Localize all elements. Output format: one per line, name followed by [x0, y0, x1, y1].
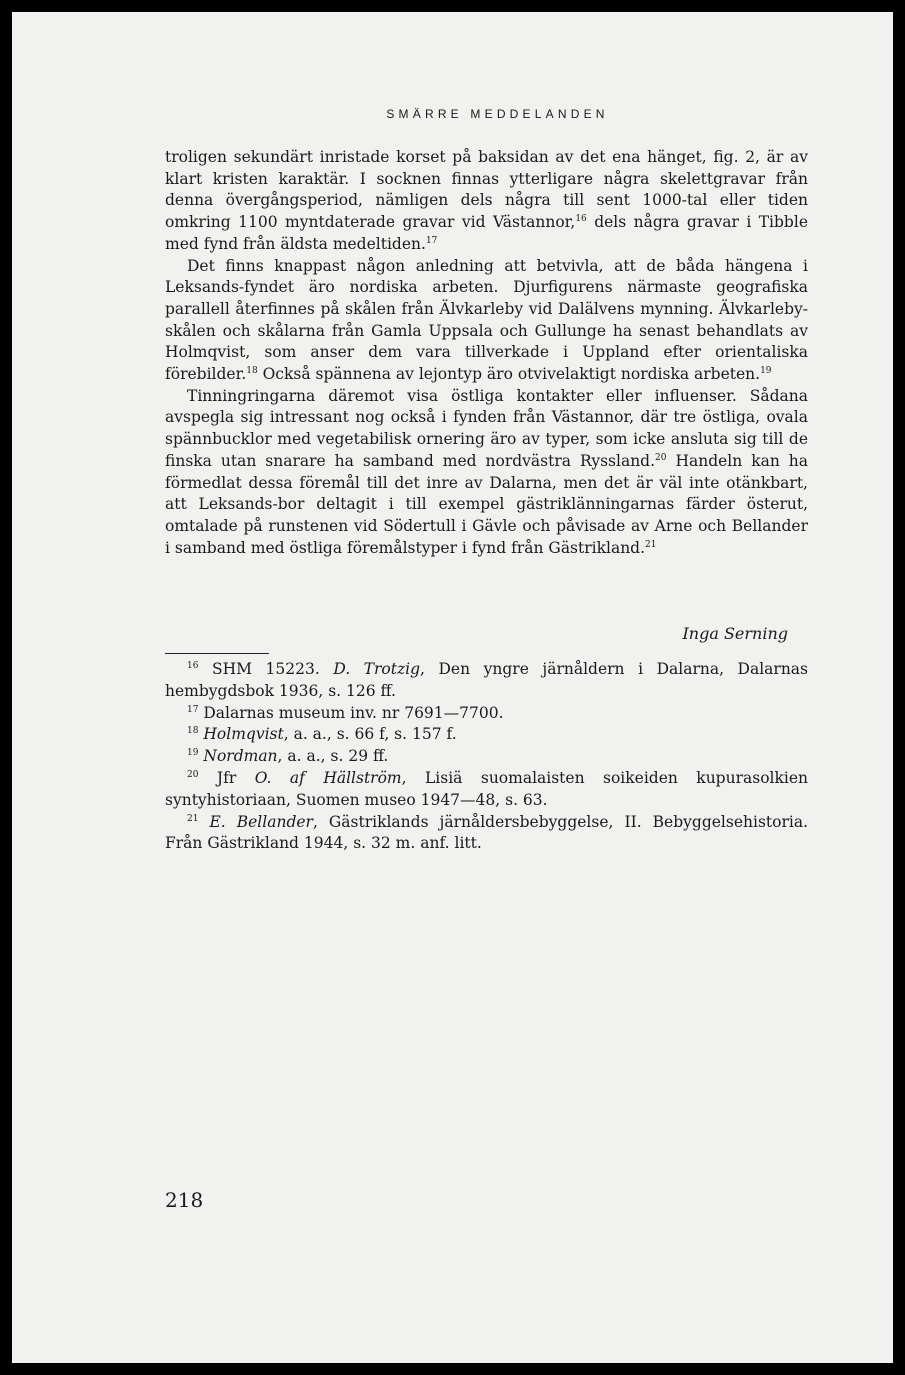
footnote-reference: 16: [575, 213, 587, 224]
text-run: Dalarnas museum inv. nr 7691—7700.: [198, 703, 504, 722]
footnote-reference: 21: [645, 539, 657, 550]
footnote-reference: 18: [246, 365, 258, 376]
text-run: SHM 15223.: [198, 660, 334, 678]
author-name: Nordman: [203, 747, 278, 766]
text-run: dels några gravar i Tibble med fynd från äldsta medeltiden.: [165, 213, 808, 253]
footnotes: [165, 659, 808, 855]
author-name: D. Trotzig: [333, 660, 421, 678]
footnote: [165, 659, 808, 703]
author-signature: Inga Serning: [682, 624, 788, 643]
author-name: E. Bellander: [209, 812, 313, 831]
document-page: [12, 12, 893, 1363]
paragraph: [165, 147, 808, 256]
footnote: [165, 703, 808, 725]
footnote-number: 16: [187, 660, 199, 671]
footnote: [165, 812, 808, 856]
footnote-number: 21: [187, 813, 199, 824]
body-text: [165, 147, 808, 559]
text-run: , Den yngre järnåldern i Dalarna, Dalarnas hembygdsbok 1936, s. 126 ff.: [165, 660, 808, 700]
text-run: [198, 813, 209, 831]
footnote-separator: [165, 653, 269, 654]
text-run: Också spännena av lejontyp äro otvivelaktigt nordiska arbeten.: [257, 365, 761, 384]
footnote-number: 19: [187, 748, 199, 759]
page-number: 218: [165, 1188, 204, 1212]
footnote-number: 18: [187, 726, 199, 737]
running-header: SMÄRRE MEDDELANDEN: [386, 107, 609, 121]
text-run: troligen sekundärt inristade korset på baksidan av det ena hänget, fig. 2, är av klart kristen karaktär. I socknen finnas ytterligare några skelettgravar från denna övergångsperiod, nämligen dels några till sent 1000-tal eller tiden omkring 1100 myntdaterade gravar vid Västannor,: [165, 148, 808, 232]
paragraph: [165, 386, 808, 560]
text-run: Tinningringarna däremot visa östliga kontakter eller influenser. Sådana avspegla sig intressant nog också i fynden från Västannor, där tre östliga, ovala spännbucklor med vegetabilisk ornering äro av typer, som icke ansluta sig till de finska utan snarare ha samband med nordvästra Ryssland.: [165, 386, 808, 470]
text-run: , a. a., s. 66 f, s. 157 f.: [283, 725, 457, 744]
author-name: Holmqvist: [203, 725, 284, 744]
text-run: , a. a., s. 29 ff.: [277, 747, 389, 766]
text-run: , Lisiä suomalaisten soikeiden kupurasolkien syntyhistoriaan, Suomen museo 1947—48, s. 63.: [165, 768, 808, 809]
footnote-number: 20: [187, 769, 199, 780]
text-run: Handeln kan ha förmedlat dessa föremål till det inre av Dalarna, men det är väl inte otänkbart, att Leksands-bor deltagit i till exempel gästriklänningarnas färder österut, omtalade på runstenen vid Södertull i Gävle och påvisade av Arne och Bellander i samband med östliga föremålstyper i fynd från Gästrikland.: [165, 451, 808, 557]
footnote: [165, 768, 808, 812]
footnote-number: 17: [187, 704, 199, 715]
footnote: [165, 724, 808, 746]
author-name: O. af Hällström: [254, 768, 402, 787]
text-run: , Gästriklands järnåldersbebyggelse, II. Bebyggelsehistoria. Från Gästrikland 1944, s. 32 m. anf. litt.: [165, 812, 808, 853]
footnote-reference: 20: [655, 452, 667, 463]
paragraph: [165, 256, 808, 386]
footnote-reference: 19: [760, 365, 772, 376]
footnote: [165, 746, 808, 768]
text-run: Det finns knappast någon anledning att betvivla, att de båda hängena i Leksands-fyndet äro nordiska arbeten. Djurfigurens närmaste geografiska parallell återfinnes på skålen från Älvkarleby vid Dalälvens mynning. Älvkarleby-skålen och skålarna från Gamla Uppsala och Gullunge ha senast behandlats av Holmqvist, som anser dem vara tillverkade i Uppland efter orientaliska förebilder.: [165, 256, 808, 384]
text-run: Jfr: [198, 768, 255, 787]
footnote-reference: 17: [425, 235, 438, 246]
